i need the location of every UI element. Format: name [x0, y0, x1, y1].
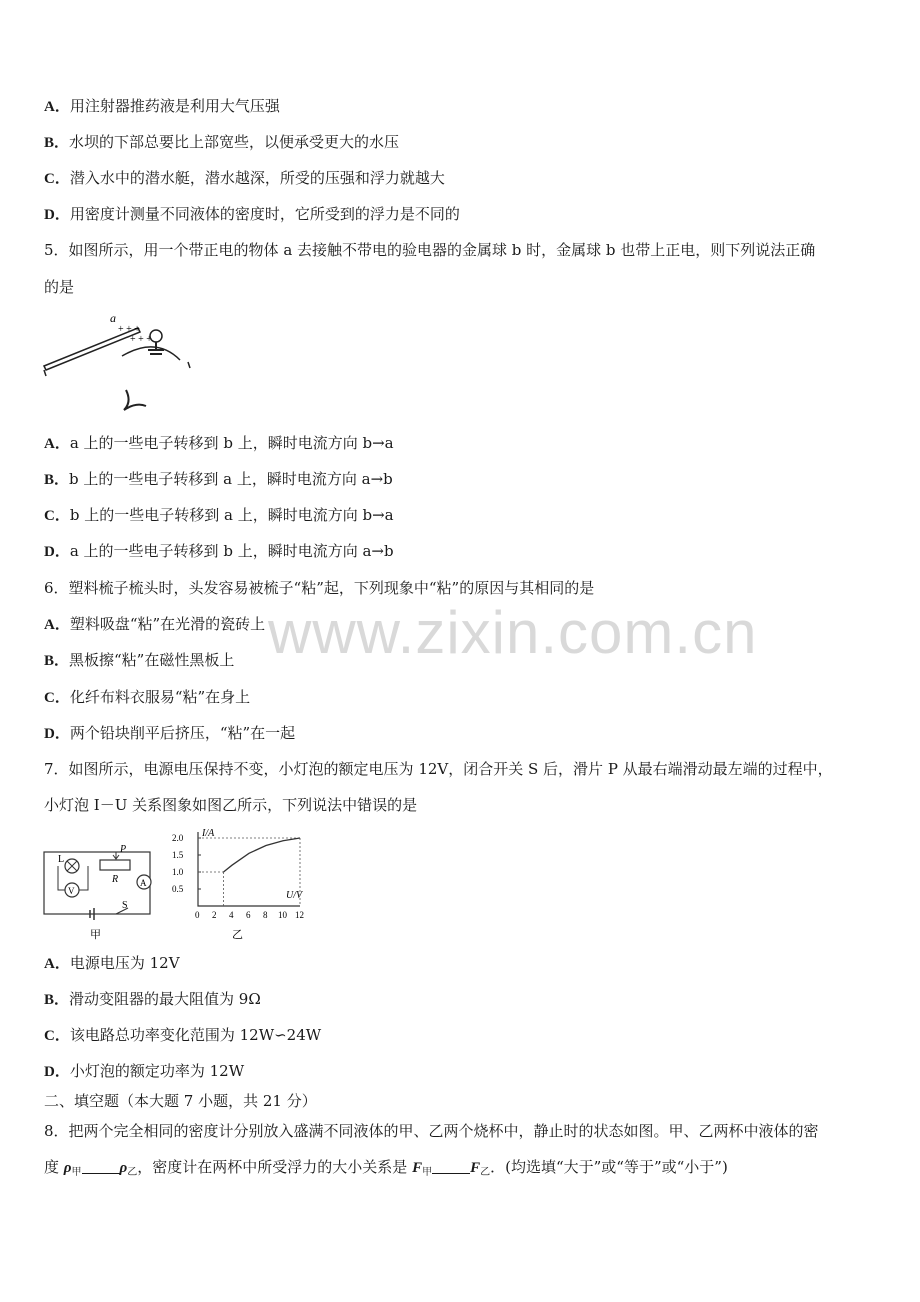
- plus-signs-top: + + +: [118, 324, 140, 335]
- option-label: C．: [44, 171, 70, 187]
- iu-graph: [168, 828, 318, 944]
- label-V: V: [68, 886, 75, 896]
- q7-option-d: [44, 1061, 244, 1082]
- label-a: a: [110, 311, 116, 325]
- option-label: D．: [44, 207, 70, 223]
- option-text: 水坝的下部总要比上部宽些，以便承受更大的水压: [69, 133, 400, 151]
- q4-option-c: [44, 168, 445, 189]
- q8-stem-line2: [44, 1157, 728, 1183]
- x-axis-label: U/V: [286, 890, 303, 901]
- answer-blank-2[interactable]: [432, 1159, 470, 1174]
- section-heading: 二、填空题（本大题 7 小题，共 21 分）: [44, 1092, 317, 1110]
- sub-yi: 乙: [127, 1167, 138, 1178]
- x-tick-label: 12: [295, 910, 304, 920]
- option-text: b 上的一些电子转移到 a 上，瞬时电流方向 a→b: [69, 470, 393, 488]
- q5-option-a: [44, 433, 394, 454]
- q6-option-c: [44, 687, 250, 708]
- caption-yi: 乙: [232, 929, 243, 941]
- y-tick-label: 1.0: [172, 867, 184, 877]
- q8-stem-line1: 8．把两个完全相同的密度计分别放入盛满不同液体的甲、乙两个烧杯中，静止时的状态如图。甲、乙两杯中液体的密: [44, 1122, 819, 1140]
- q7-option-a: [44, 953, 180, 974]
- q6-stem: 6．塑料梳子梳头时，头发容易被梳子“粘”起，下列现象中“粘”的原因与其相同的是: [44, 579, 595, 597]
- q4-option-a: [44, 96, 280, 117]
- option-text: 潜入水中的潜水艇，潜水越深，所受的压强和浮力就越大: [69, 169, 445, 187]
- sub-jia: 甲: [71, 1167, 82, 1178]
- option-label: B．: [44, 472, 70, 488]
- label-R: R: [112, 874, 119, 885]
- q4-option-d: [44, 204, 460, 225]
- x-tick-label: 0: [195, 910, 200, 920]
- option-label: C．: [44, 690, 70, 706]
- jar-mark: [188, 362, 190, 368]
- x-tick-label: 6: [246, 910, 251, 920]
- text-du: 度: [44, 1158, 60, 1176]
- caption-jia: 甲: [90, 929, 101, 941]
- text-end: ．(均选填“大于”或“等于”或“小于”): [490, 1158, 728, 1176]
- y-axis-label: I/A: [202, 828, 215, 839]
- option-text: b 上的一些电子转移到 a 上，瞬时电流方向 b→a: [69, 506, 394, 524]
- option-text: 小灯泡的额定功率为 12W: [69, 1062, 245, 1080]
- q5-option-d: [44, 541, 394, 562]
- option-text: 电源电压为 12V: [69, 954, 180, 972]
- q5-stem-line2: 的是: [44, 278, 75, 296]
- y-tick-label: 0.5: [172, 884, 184, 894]
- option-text: 滑动变阻器的最大阻值为 9Ω: [69, 990, 261, 1008]
- label-S: S: [122, 900, 128, 911]
- x-tick-label: 4: [229, 910, 234, 920]
- q5-option-c: [44, 505, 394, 526]
- option-label: D．: [44, 1064, 70, 1080]
- rheostat-icon: [100, 860, 130, 870]
- rho-symbol: ρ: [119, 1160, 128, 1176]
- electroscope-leaf: [124, 390, 146, 410]
- label-P: P: [120, 844, 127, 855]
- label-L: L: [58, 854, 65, 865]
- circuit-diagram: [40, 838, 158, 944]
- q6-option-b: [44, 650, 234, 671]
- option-label: A．: [44, 99, 70, 115]
- option-text: 该电路总功率变化范围为 12W∽24W: [69, 1026, 322, 1044]
- q5-stem-line1: 5．如图所示，用一个带正电的物体 a 去接触不带电的验电器的金属球 b 时，金属球 b 也带上正电，则下列说法正确: [44, 241, 816, 259]
- option-text: a 上的一些电子转移到 b 上，瞬时电流方向 a→b: [69, 542, 394, 560]
- q5-option-b: [44, 469, 393, 490]
- option-text: 黑板擦“粘”在磁性黑板上: [69, 651, 235, 669]
- q4-option-b: [44, 132, 399, 153]
- force-symbol: F: [470, 1160, 481, 1176]
- option-label: C．: [44, 1028, 70, 1044]
- option-text: 塑料吸盘“粘”在光滑的瓷砖上: [69, 615, 266, 633]
- axes: [198, 832, 300, 906]
- answer-blank-1[interactable]: [82, 1159, 120, 1174]
- option-label: C．: [44, 508, 70, 524]
- watermark: www.zixin.com.cn: [268, 599, 758, 666]
- force-symbol: F: [412, 1160, 423, 1176]
- text-middle: ，密度计在两杯中所受浮力的大小关系是: [137, 1158, 408, 1176]
- option-label: B．: [44, 135, 70, 151]
- option-label: B．: [44, 992, 70, 1008]
- option-label: D．: [44, 544, 70, 560]
- option-text: 用注射器推药液是利用大气压强: [69, 97, 280, 115]
- option-label: B．: [44, 653, 70, 669]
- q7-stem-line2: 小灯泡 I－U 关系图象如图乙所示，下列说法中错误的是: [44, 796, 418, 814]
- x-tick-label: 8: [263, 910, 268, 920]
- electroscope-figure: [40, 306, 200, 418]
- q7-option-b: [44, 989, 261, 1010]
- sub-yi: 乙: [480, 1167, 491, 1178]
- q7-stem-line1: 7．如图所示，电源电压保持不变，小灯泡的额定电压为 12V，闭合开关 S 后，滑片 P 从最右端滑动最左端的过程中，: [44, 760, 833, 778]
- option-text: 两个铅块削平后挤压，“粘”在一起: [69, 724, 296, 742]
- label-A: A: [140, 878, 147, 888]
- slider-arrow: [113, 852, 119, 859]
- option-label: D．: [44, 726, 70, 742]
- q6-option-d: [44, 723, 295, 744]
- option-label: A．: [44, 617, 70, 633]
- x-tick-label: 2: [212, 910, 217, 920]
- iu-curve: [224, 838, 301, 872]
- option-label: A．: [44, 956, 70, 972]
- q6-option-a: [44, 614, 265, 635]
- option-text: a 上的一些电子转移到 b 上，瞬时电流方向 b→a: [69, 434, 394, 452]
- plus-signs-bottom: + + +: [130, 334, 152, 345]
- sub-jia: 甲: [422, 1167, 433, 1178]
- x-tick-label: 10: [278, 910, 287, 920]
- option-text: 用密度计测量不同液体的密度时，它所受到的浮力是不同的: [69, 205, 460, 223]
- y-tick-label: 2.0: [172, 833, 184, 843]
- y-tick-label: 1.5: [172, 850, 184, 860]
- option-label: A．: [44, 436, 70, 452]
- q7-option-c: [44, 1025, 321, 1046]
- rho-symbol: ρ: [63, 1160, 72, 1176]
- option-text: 化纤布料衣服易“粘”在身上: [69, 688, 251, 706]
